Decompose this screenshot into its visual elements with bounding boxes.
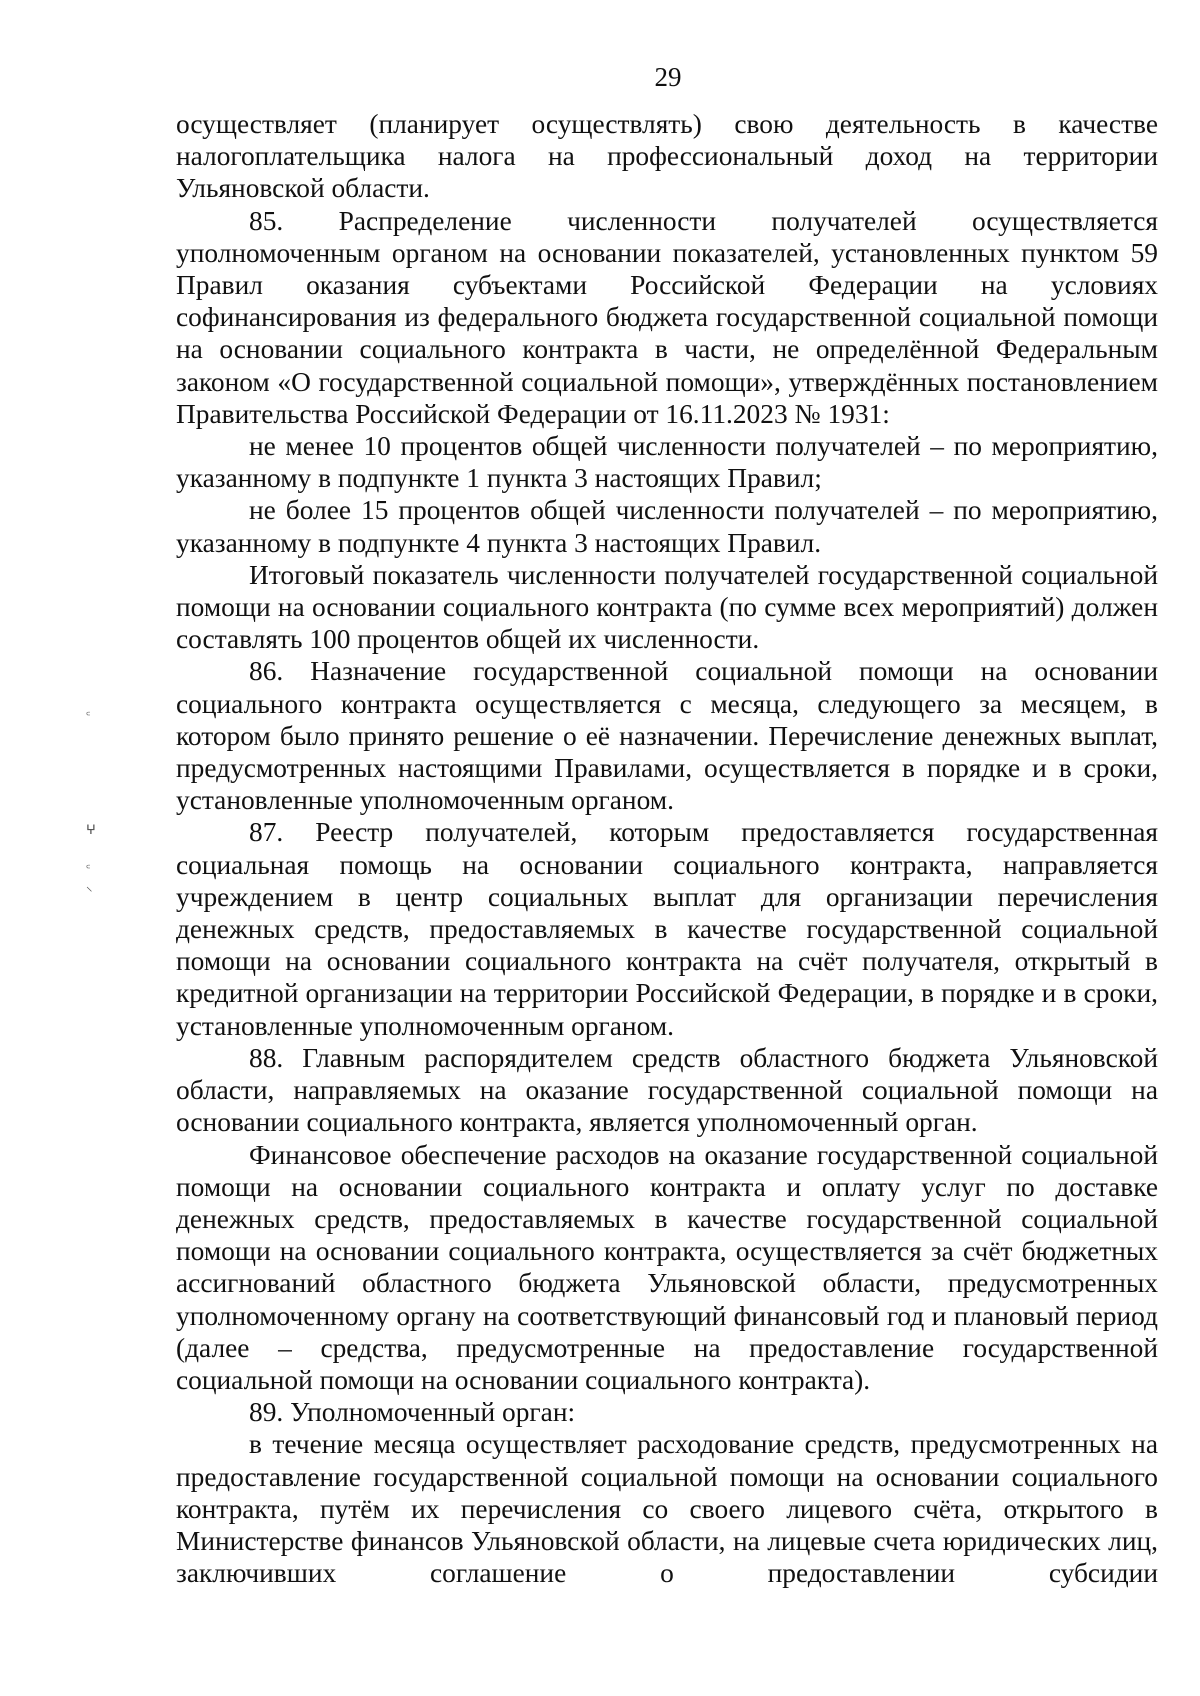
document-body: [176, 108, 1158, 1589]
paragraph-89: 89. Уполномоченный орган:: [249, 1397, 576, 1428]
scan-artifact-mark: ⵖ: [86, 823, 96, 838]
paragraph-continuation: осуществляет (планирует осуществлять) свою деятельность в качестве налогоплательщика налога на профессиональный доход на территории Ульяновской области.: [176, 109, 1158, 204]
paragraph-85: 85. Распределение численности получателей осуществляется уполномоченным органом на основании показателей, установленных пунктом 59 Правил оказания субъектами Российской Федерации на условиях софинансирования из федерального бюджета государственной социальной помощи на основании социального контракта в части, не определённой Федеральным законом «О государственной социальной помощи», утверждённых постановлением Правительства Российской Федерации от 16.11.2023 № 1931:: [176, 205, 1158, 429]
paragraph-85-item-1: не менее 10 процентов общей численности получателей – по мероприятию, указанному в подпункте 1 пункта 3 настоящих Правил;: [176, 431, 1158, 494]
paragraph-89-item-1: в течение месяца осуществляет расходование средств, предусмотренных на предоставление государственной социальной помощи на основании социального контракта, путём их перечисления со своего лицевого счёта, открытого в Министерстве финансов Ульяновской области, на лицевые счета юридических лиц, заключивших соглашение о предоставлении субсидии: [176, 1429, 1158, 1589]
scan-artifact-mark: ⸌: [86, 885, 93, 900]
paragraph-87: 87. Реестр получателей, которым предоставляется государственная социальная помощь на основании социального контракта, направляется учреждением в центр социальных выплат для организации перечисления денежных средств, предоставляемых в качестве государственной социальной помощи на основании социального контракта на счёт получателя, открытый в кредитной организации на территории Российской Федерации, в порядке и в сроки, установленные уполномоченным органом.: [176, 817, 1158, 1041]
paragraph-85-item-2: не более 15 процентов общей численности получателей – по мероприятию, указанному в подпункте 4 пункта 3 настоящих Правил.: [176, 495, 1158, 558]
paragraph-86: 86. Назначение государственной социальной помощи на основании социального контракта осуществляется с месяца, следующего за месяцем, в котором было принято решение о её назначении. Перечисление денежных выплат, предусмотренных настоящими Правилами, осуществляется в порядке и в сроки, установленные уполномоченным органом.: [176, 656, 1158, 816]
scan-artifact-mark: ꜀: [86, 703, 91, 718]
paragraph-85-total: Итоговый показатель численности получателей государственной социальной помощи на основании социального контракта (по сумме всех мероприятий) должен составлять 100 процентов общей их численности.: [176, 559, 1158, 655]
paragraph-88: 88. Главным распорядителем средств областного бюджета Ульяновской области, направляемых на оказание государственной социальной помощи на основании социального контракта, является уполномоченный орган.: [176, 1042, 1158, 1138]
paragraph-88-financing: Финансовое обеспечение расходов на оказание государственной социальной помощи на основании социального контракта и оплату услуг по доставке денежных средств, предоставляемых в качестве государственной социальной помощи на основании социального контракта, осуществляется за счёт бюджетных ассигнований областного бюджета Ульяновской области, предусмотренных уполномоченному органу на соответствующий финансовый год и плановый период (далее – средства, предусмотренные на предоставление государственной социальной помощи на основании социального контракта).: [176, 1139, 1158, 1395]
page-number: 29: [654, 62, 682, 92]
scan-artifact-mark: ꜀: [86, 856, 91, 871]
